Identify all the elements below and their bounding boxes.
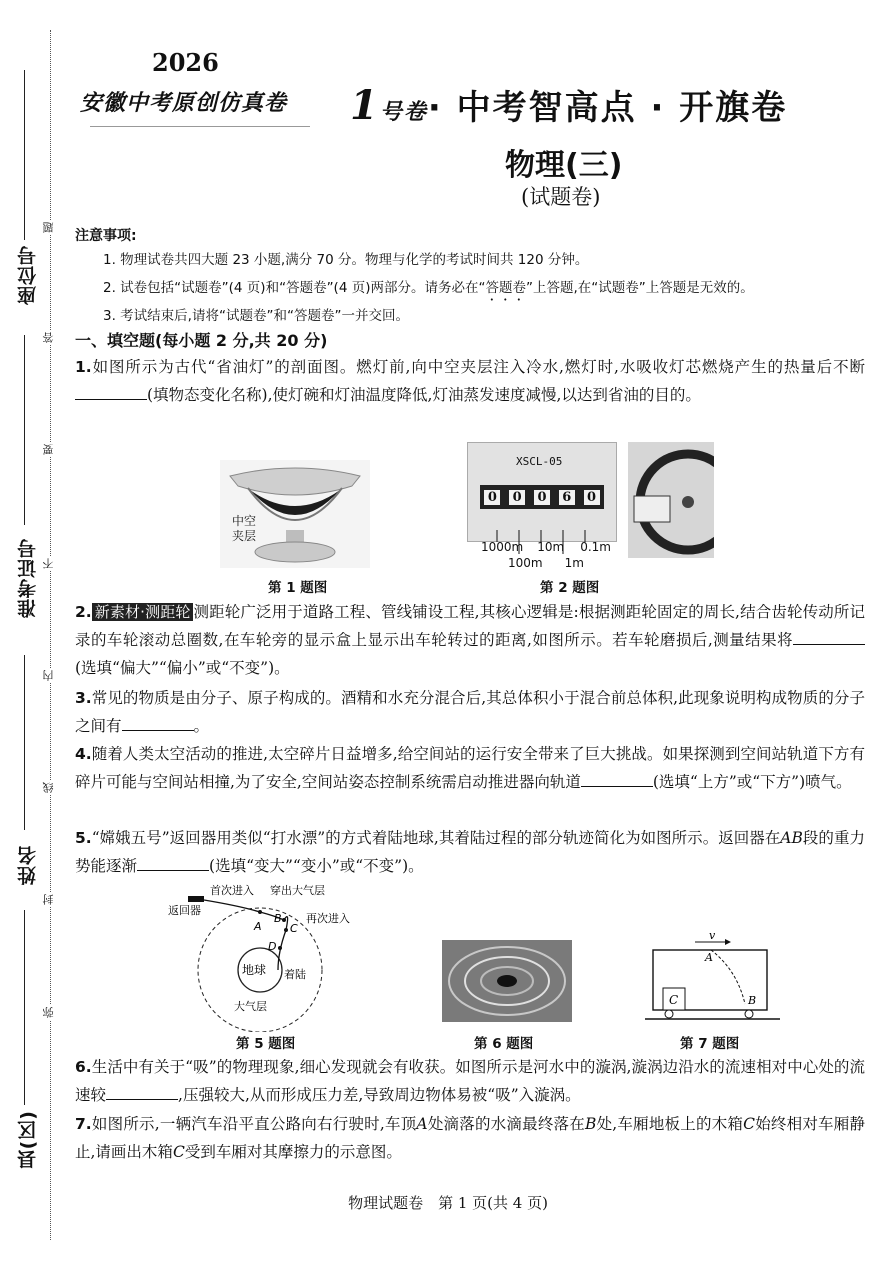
question-6 bbox=[75, 1053, 865, 1109]
section-heading: 一、填空题(每小题 2 分,共 20 分) bbox=[75, 331, 328, 350]
label-exit: 穿出大气层 bbox=[270, 884, 325, 897]
label-line: 中空 bbox=[232, 514, 257, 528]
page-footer: 物理试题卷 第 1 页(共 4 页) bbox=[348, 1194, 548, 1212]
question-text: 处滴落的水滴最终落在 bbox=[427, 1115, 585, 1133]
odometer-window bbox=[480, 485, 604, 509]
answer-blank bbox=[106, 1085, 178, 1100]
question-text: 随着人类太空活动的推进,太空碎片日益增多,给空间站的运行安全带来了巨大挑战。如果探测到空间站轨道下方有碎片可能与空间站相撞,为了安全,空间站姿态控制系统需启动推进器向轨道 bbox=[75, 745, 865, 791]
notice-item-part: 上答题,在“试题卷”上答题是无效的。 bbox=[532, 280, 754, 296]
odometer-digit: 0 bbox=[509, 490, 525, 505]
figure-7-truck bbox=[645, 930, 780, 1026]
scale-row-bottom bbox=[508, 556, 584, 570]
scale-label: 1m bbox=[564, 556, 584, 570]
point-c bbox=[284, 928, 288, 932]
question-number: 2. bbox=[75, 603, 92, 621]
seal-char: 答 bbox=[42, 332, 55, 343]
odometer-digit: 6 bbox=[559, 490, 575, 505]
scale-row-top bbox=[481, 540, 611, 554]
figure-1-caption: 第 1 题图 bbox=[268, 580, 328, 596]
question-text: 如图所示,一辆汽车沿平直公路向右行驶时,车顶 bbox=[91, 1115, 417, 1133]
seal-char: 不 bbox=[42, 558, 55, 569]
question-text: (选填“上方”或“下方”)喷气。 bbox=[652, 773, 852, 791]
question-text: 处,车厢地板上的木箱 bbox=[596, 1115, 744, 1133]
notice-item: 3. 考试结束后,请将“试题卷”和“答题卷”一并交回。 bbox=[103, 308, 409, 324]
point-a bbox=[258, 910, 262, 914]
label-a: A bbox=[705, 951, 713, 964]
notice-item-part: 2. 试卷包括“试题卷”(4 页)和“答题卷”(4 页)两部分。请务必在 bbox=[103, 280, 479, 296]
point-a-ref: A bbox=[416, 1115, 428, 1133]
device-model: XSCL-05 bbox=[516, 455, 563, 468]
exam-id-label: 准考证号 bbox=[17, 538, 39, 618]
question-number: 1. bbox=[75, 358, 92, 376]
brand-mark: 1 bbox=[350, 82, 380, 129]
label-first-entry: 首次进入 bbox=[210, 884, 254, 897]
whirl-center bbox=[497, 975, 517, 987]
label-line: 夹层 bbox=[232, 529, 257, 543]
answer-blank bbox=[793, 630, 865, 645]
answer-blank bbox=[581, 772, 653, 787]
question-text: 。 bbox=[193, 717, 210, 735]
county-line bbox=[24, 910, 25, 1105]
figure-5-caption: 第 5 题图 bbox=[236, 1036, 296, 1052]
subject-title: 物理(三) bbox=[505, 148, 623, 183]
lamp-base bbox=[255, 542, 335, 562]
question-text: ,压强较大,从而形成压力差,导致周边物体易被“吸”入漩涡。 bbox=[178, 1086, 581, 1104]
capsule-icon bbox=[188, 896, 204, 902]
question-3 bbox=[75, 684, 865, 740]
brand-name: · 中考智高点 · 开旗卷 bbox=[427, 88, 788, 128]
name-line bbox=[24, 655, 25, 830]
figure-2-display-box bbox=[467, 442, 617, 542]
stamp-year: 2026 bbox=[152, 48, 219, 77]
brand-mark-suffix: 号卷 bbox=[379, 100, 428, 125]
scale-label: 0.1m bbox=[580, 540, 611, 554]
seat-number-line bbox=[24, 70, 25, 240]
label-v: v bbox=[709, 930, 716, 942]
label-a: A bbox=[254, 920, 262, 933]
question-text: 常见的物质是由分子、原子构成的。酒精和水充分混合后,其总体积小于混合前总体积,此现象说明构成物质的分子之间有 bbox=[75, 689, 865, 735]
odometer-digit: 0 bbox=[584, 490, 600, 505]
velocity-arrowhead bbox=[725, 939, 731, 945]
drop-path bbox=[711, 950, 745, 1004]
exam-id-line bbox=[24, 335, 25, 525]
box-c-ref: C bbox=[172, 1143, 185, 1161]
point-d bbox=[278, 946, 282, 950]
question-5 bbox=[75, 824, 865, 880]
wheel-hub bbox=[682, 496, 694, 508]
scale-label: 100m bbox=[508, 556, 543, 570]
county-label: 县(区) bbox=[17, 1110, 39, 1170]
question-text: 生活中有关于“吸”的物理现象,细心发现就会有收获。如图所示是河水中的漩涡,漩涡边沿水的流速相对中心处的流速较 bbox=[75, 1058, 865, 1104]
binding-dotted-line bbox=[50, 30, 51, 1240]
answer-blank bbox=[75, 385, 147, 400]
question-7 bbox=[75, 1110, 865, 1166]
wheel bbox=[745, 1010, 753, 1018]
label-c: C bbox=[669, 993, 679, 1007]
question-number: 7. bbox=[75, 1115, 92, 1133]
odometer-digit: 0 bbox=[484, 490, 500, 505]
seal-char: 封 bbox=[42, 894, 55, 905]
seal-char: 题 bbox=[42, 222, 55, 233]
answer-blank bbox=[122, 716, 194, 731]
label-c: C bbox=[290, 922, 298, 935]
figure-2-wheel-photo bbox=[628, 442, 714, 558]
paper-type: (试题卷) bbox=[521, 185, 601, 209]
answer-blank bbox=[137, 856, 209, 871]
label-b: B bbox=[748, 994, 757, 1007]
notice-emphasis: “答题卷” bbox=[478, 280, 533, 296]
point-b bbox=[282, 918, 286, 922]
seal-char: 内 bbox=[42, 670, 55, 681]
stamp-title: 安徽中考原创仿真卷 bbox=[80, 90, 288, 116]
label-atmosphere: 大气层 bbox=[234, 1000, 267, 1013]
label-d: D bbox=[268, 940, 277, 953]
question-text: “嫦娥五号”返回器用类似“打水漂”的方式着陆地球,其着陆过程的部分轨迹简化为如图所示。返回器在 bbox=[91, 829, 781, 847]
name-label: 姓名 bbox=[17, 845, 39, 885]
label-earth: 地球 bbox=[242, 963, 267, 977]
question-1 bbox=[75, 353, 865, 409]
notice-heading: 注意事项: bbox=[75, 228, 137, 244]
figure-2-caption: 第 2 题图 bbox=[540, 580, 600, 596]
question-text: 段的重力势能逐渐 bbox=[75, 829, 865, 875]
question-text: 始终相对车厢静止,请画出木箱 bbox=[75, 1115, 865, 1161]
new-material-tag: 新素材·测距轮 bbox=[92, 603, 194, 621]
figure-6-caption: 第 6 题图 bbox=[474, 1036, 534, 1052]
notice-item: 1. 物理试卷共四大题 23 小题,满分 70 分。物理与化学的考试时间共 120 分钟。 bbox=[103, 252, 589, 268]
label-landing: 着陆 bbox=[284, 968, 306, 981]
trajectory-path bbox=[204, 900, 288, 970]
series-stamp bbox=[78, 48, 318, 134]
box-c-ref: C bbox=[743, 1115, 755, 1133]
label-reentry: 再次进入 bbox=[306, 912, 350, 925]
question-text: 测距轮广泛用于道路工程、管线铺设工程,其核心逻辑是:根据测距轮固定的周长,结合齿轮传动所记录的车轮滚动总圈数,在车轮旁的显示盒上显示出车轮转过的距离,如图所示。若车轮磨损后,测量结果将 bbox=[75, 603, 865, 649]
figure-5-trajectory bbox=[160, 882, 380, 1032]
odometer-digit: 0 bbox=[534, 490, 550, 505]
point-b-ref: B bbox=[584, 1115, 597, 1133]
question-4 bbox=[75, 740, 865, 796]
question-text: (选填“变大”“变小”或“不变”)。 bbox=[209, 857, 424, 875]
figure-6-whirlpool-photo bbox=[442, 940, 572, 1022]
brand-title bbox=[350, 80, 787, 129]
label-capsule: 返回器 bbox=[168, 904, 201, 917]
question-number: 6. bbox=[75, 1058, 92, 1076]
label-b: B bbox=[274, 912, 282, 925]
scale-label: 1000m bbox=[481, 540, 524, 554]
segment-ab: AB bbox=[780, 829, 803, 847]
question-number: 3. bbox=[75, 689, 92, 707]
stamp-underline bbox=[90, 126, 310, 127]
question-text: (选填“偏大”“偏小”或“不变”)。 bbox=[75, 659, 290, 677]
seal-char: 线 bbox=[42, 782, 55, 793]
figure-7-caption: 第 7 题图 bbox=[680, 1036, 740, 1052]
scale-label: 10m bbox=[537, 540, 565, 554]
counter-box bbox=[634, 496, 670, 522]
question-text: 受到车厢对其摩擦力的示意图。 bbox=[184, 1143, 402, 1161]
question-number: 5. bbox=[75, 829, 92, 847]
question-text: 如图所示为古代“省油灯”的剖面图。燃灯前,向中空夹层注入冷水,燃灯时,水吸收灯芯燃烧产生的热量后不断 bbox=[91, 358, 865, 376]
question-text: (填物态变化名称),使灯碗和灯油温度降低,灯油蒸发速度减慢,以达到省油的目的。 bbox=[147, 386, 701, 404]
seal-char: 弥 bbox=[42, 1007, 55, 1018]
seat-number-label: 座位号 bbox=[17, 245, 39, 305]
seal-char: 要 bbox=[42, 444, 55, 455]
notice-item bbox=[103, 276, 754, 304]
figure-1-label bbox=[232, 514, 256, 544]
question-number: 4. bbox=[75, 745, 92, 763]
question-2 bbox=[75, 598, 865, 682]
wheel bbox=[665, 1010, 673, 1018]
